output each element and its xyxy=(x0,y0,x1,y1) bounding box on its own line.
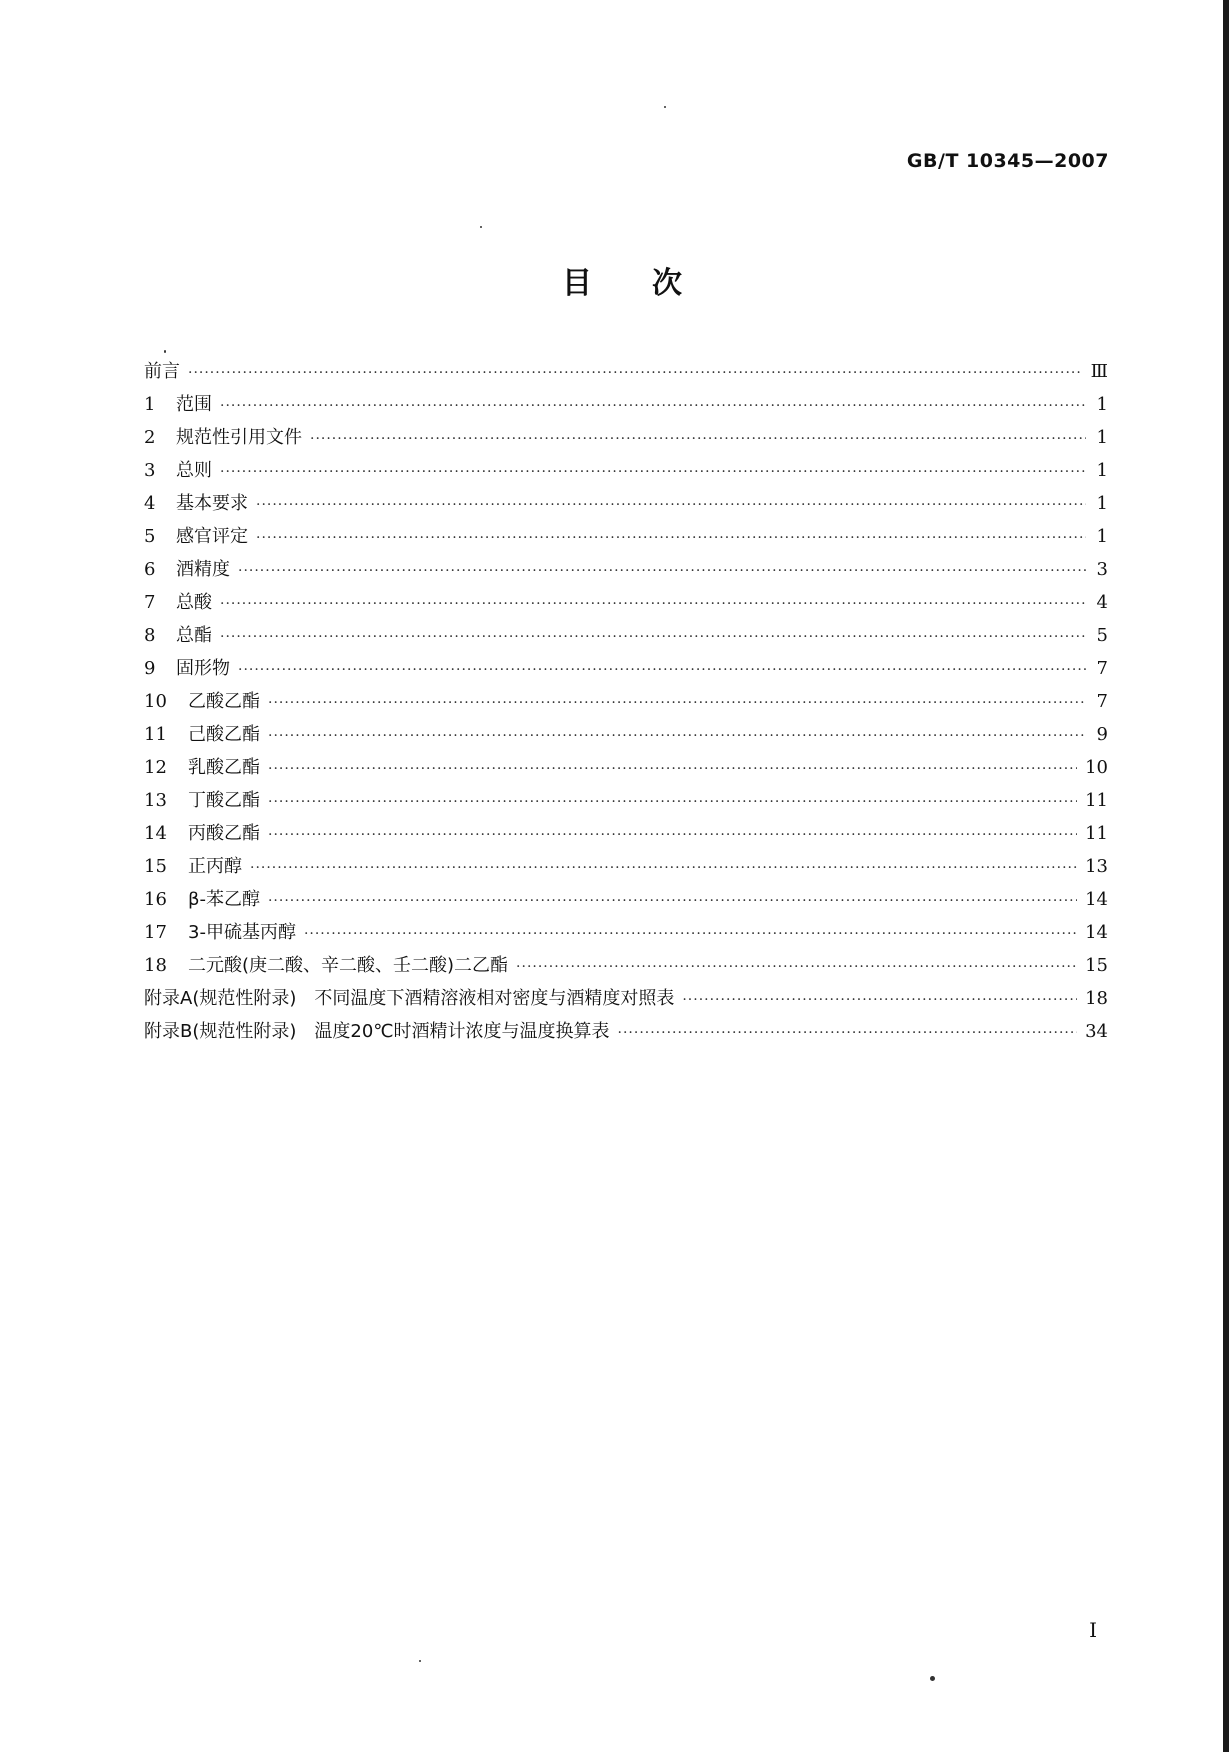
toc-entry-11[interactable] xyxy=(144,720,1108,753)
toc-entry-number: 18 xyxy=(144,955,167,976)
toc-entry-title: 丁酸乙酯 xyxy=(188,790,260,811)
toc-entry-page: 5 xyxy=(1096,625,1108,646)
toc-entry-6[interactable] xyxy=(144,555,1108,588)
toc-entry-page: 9 xyxy=(1096,724,1108,745)
toc-entry-number: 13 xyxy=(144,790,167,811)
toc-entry-number: 5 xyxy=(144,526,156,547)
toc-entry-page: 3 xyxy=(1096,559,1108,580)
scan-speck xyxy=(419,1660,421,1662)
toc-entry-title: 3-甲硫基丙醇 xyxy=(188,922,296,943)
toc-entry-number: 6 xyxy=(144,559,156,580)
leader-dots xyxy=(188,365,1083,381)
toc-entry-title: 乙酸乙酯 xyxy=(188,691,260,712)
scan-speck xyxy=(930,1676,935,1681)
toc-entry-16[interactable] xyxy=(144,885,1108,918)
table-of-contents xyxy=(144,357,1108,1050)
leader-dots xyxy=(220,629,1086,645)
page-number: I xyxy=(1089,1618,1097,1642)
leader-dots xyxy=(220,398,1086,414)
toc-entry-page: 13 xyxy=(1085,856,1108,877)
toc-entry-title: 总则 xyxy=(176,460,212,481)
toc-entry-title: 固形物 xyxy=(176,658,230,679)
toc-entry-page: Ⅲ xyxy=(1090,361,1108,382)
toc-entry-page: 11 xyxy=(1085,823,1108,844)
toc-entry-page: 18 xyxy=(1085,988,1108,1009)
toc-entry-title: 感官评定 xyxy=(176,526,248,547)
leader-dots xyxy=(268,827,1077,843)
toc-entry-number: 14 xyxy=(144,823,167,844)
toc-entry-3[interactable] xyxy=(144,456,1108,489)
leader-dots xyxy=(238,662,1086,678)
toc-entry-page: 14 xyxy=(1085,922,1108,943)
toc-entry-title: 己酸乙酯 xyxy=(188,724,260,745)
toc-entry-title: 丙酸乙酯 xyxy=(188,823,260,844)
leader-dots xyxy=(238,563,1086,579)
leader-dots xyxy=(250,860,1077,876)
toc-entry-title: 基本要求 xyxy=(176,493,248,514)
scan-speck xyxy=(664,106,666,108)
toc-entry-title: 附录B(规范性附录) 温度20℃时酒精计浓度与温度换算表 xyxy=(144,1021,610,1042)
leader-dots xyxy=(516,959,1077,975)
toc-entry-page: 1 xyxy=(1096,427,1108,448)
toc-heading: 目次 xyxy=(562,266,742,301)
toc-entry-page: 15 xyxy=(1085,955,1108,976)
toc-entry-13[interactable] xyxy=(144,786,1108,819)
leader-dots xyxy=(310,431,1086,447)
toc-entry-page: 4 xyxy=(1096,592,1108,613)
toc-entry-4[interactable] xyxy=(144,489,1108,522)
toc-entry-title: 总酸 xyxy=(176,592,212,613)
toc-entry-page: 1 xyxy=(1096,460,1108,481)
toc-entry-number: 4 xyxy=(144,493,156,514)
leader-dots xyxy=(268,893,1077,909)
leader-dots xyxy=(304,926,1077,942)
toc-entry-7[interactable] xyxy=(144,588,1108,621)
toc-entry-page: 1 xyxy=(1096,394,1108,415)
toc-entry-appendix-b[interactable] xyxy=(144,1017,1108,1050)
toc-entry-5[interactable] xyxy=(144,522,1108,555)
toc-entry-page: 10 xyxy=(1085,757,1108,778)
toc-entry-page: 11 xyxy=(1085,790,1108,811)
toc-entry-page: 7 xyxy=(1096,691,1108,712)
scan-speck xyxy=(480,226,482,228)
leader-dots xyxy=(268,794,1077,810)
toc-entry-title: 附录A(规范性附录) 不同温度下酒精溶液相对密度与酒精度对照表 xyxy=(144,988,675,1009)
leader-dots xyxy=(268,728,1086,744)
toc-entry-title: 酒精度 xyxy=(176,559,230,580)
toc-entry-2[interactable] xyxy=(144,423,1108,456)
toc-entry-number: 17 xyxy=(144,922,167,943)
toc-entry-number: 15 xyxy=(144,856,167,877)
leader-dots xyxy=(682,992,1077,1008)
toc-entry-title: β-苯乙醇 xyxy=(188,889,260,910)
toc-entry-1[interactable] xyxy=(144,390,1108,423)
toc-entry-18[interactable] xyxy=(144,951,1108,984)
toc-entry-number: 1 xyxy=(144,394,156,415)
toc-entry-title: 范围 xyxy=(176,394,212,415)
standard-code: GB/T 10345—2007 xyxy=(906,150,1109,172)
toc-entry-number: 11 xyxy=(144,724,167,745)
toc-entry-title: 规范性引用文件 xyxy=(176,427,302,448)
toc-entry-title: 正丙醇 xyxy=(188,856,242,877)
toc-entry-number: 10 xyxy=(144,691,167,712)
toc-entry-number: 8 xyxy=(144,625,156,646)
leader-dots xyxy=(268,761,1077,777)
toc-entry-appendix-a[interactable] xyxy=(144,984,1108,1017)
toc-entry-number: 9 xyxy=(144,658,156,679)
leader-dots xyxy=(268,695,1086,711)
leader-dots xyxy=(220,464,1086,480)
toc-entry-number: 16 xyxy=(144,889,167,910)
toc-entry-number: 7 xyxy=(144,592,156,613)
toc-entry-number: 3 xyxy=(144,460,156,481)
toc-entry-9[interactable] xyxy=(144,654,1108,687)
toc-entry-14[interactable] xyxy=(144,819,1108,852)
toc-entry-17[interactable] xyxy=(144,918,1108,951)
toc-entry-number: 12 xyxy=(144,757,167,778)
toc-entry-page: 1 xyxy=(1096,493,1108,514)
toc-entry-page: 7 xyxy=(1096,658,1108,679)
leader-dots xyxy=(256,530,1086,546)
toc-entry-10[interactable] xyxy=(144,687,1108,720)
toc-entry-page: 34 xyxy=(1085,1021,1108,1042)
toc-entry-page: 14 xyxy=(1085,889,1108,910)
leader-dots xyxy=(256,497,1086,513)
scan-speck xyxy=(164,350,166,353)
toc-entry-title: 二元酸(庚二酸、辛二酸、壬二酸)二乙酯 xyxy=(188,955,509,976)
toc-entry-title: 乳酸乙酯 xyxy=(188,757,260,778)
toc-entry-15[interactable] xyxy=(144,852,1108,885)
toc-entry-preface[interactable] xyxy=(144,357,1108,390)
toc-entry-12[interactable] xyxy=(144,753,1108,786)
leader-dots xyxy=(618,1025,1078,1041)
toc-entry-number: 2 xyxy=(144,427,156,448)
toc-entry-8[interactable] xyxy=(144,621,1108,654)
leader-dots xyxy=(220,596,1086,612)
toc-entry-page: 1 xyxy=(1096,526,1108,547)
scan-edge xyxy=(1223,0,1229,1752)
toc-entry-title: 总酯 xyxy=(176,625,212,646)
toc-entry-title: 前言 xyxy=(144,361,180,382)
